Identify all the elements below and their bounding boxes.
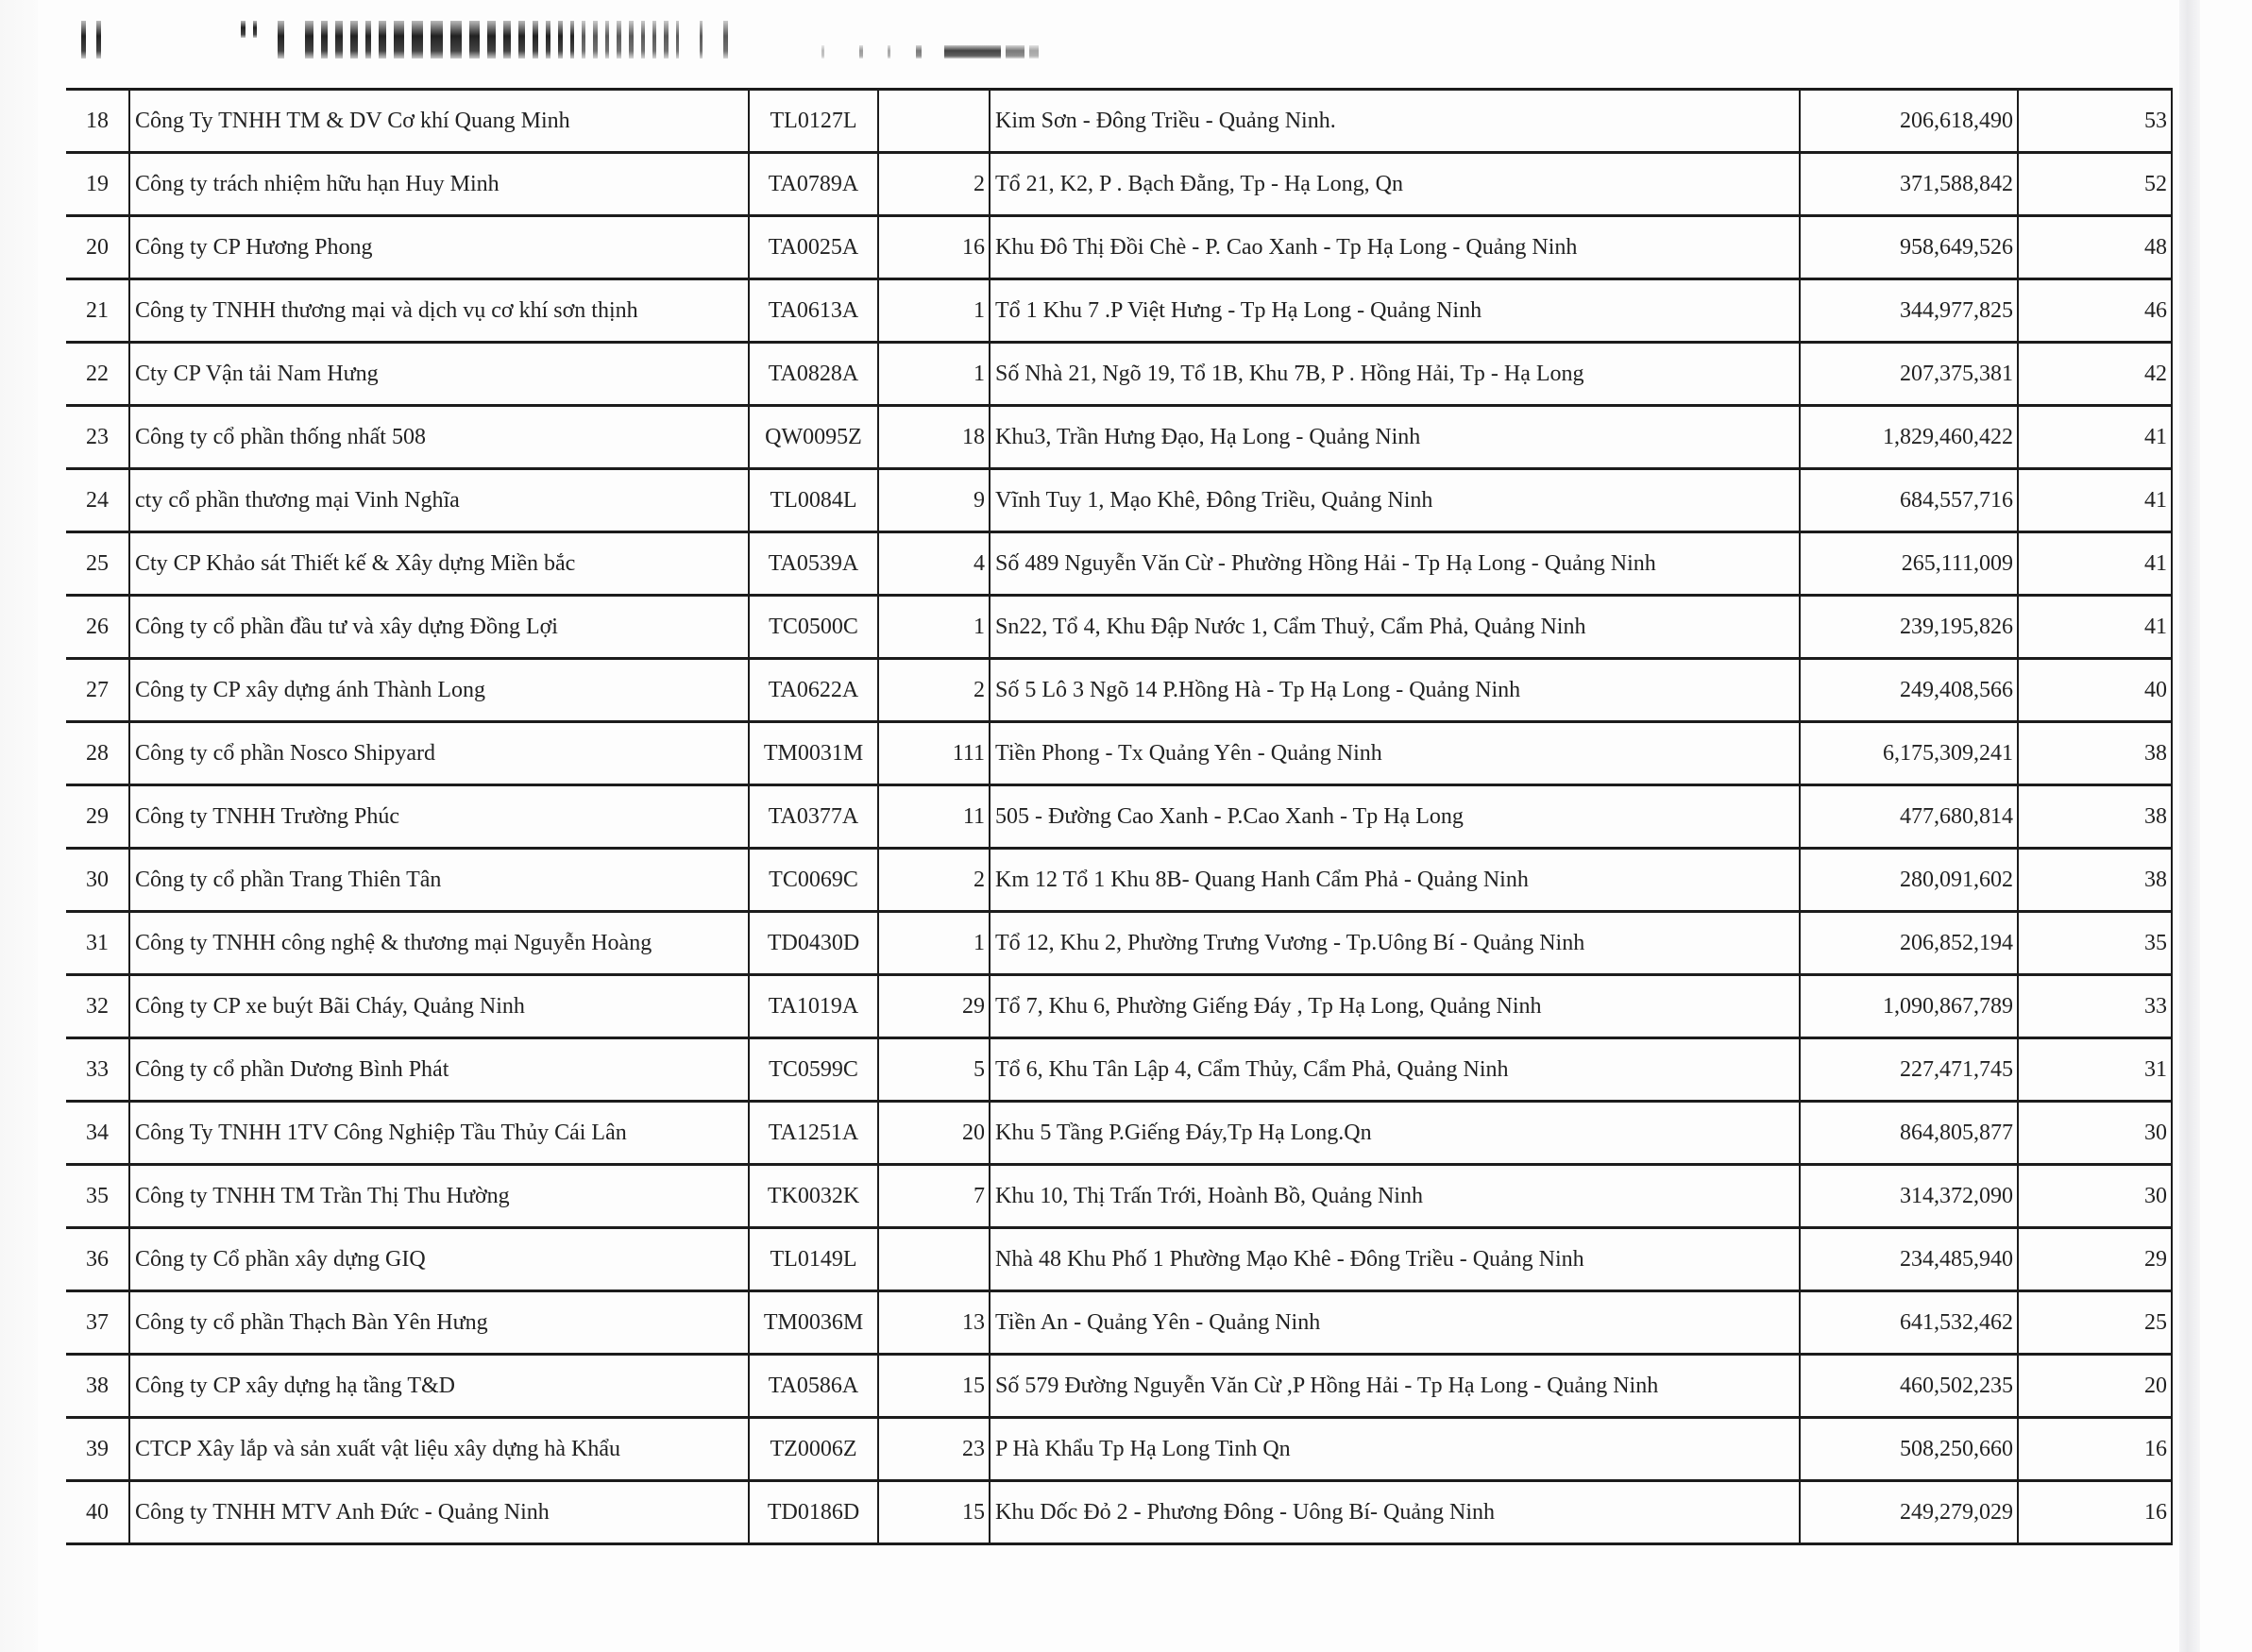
company-name: Cty CP Khảo sát Thiết kế & Xây dựng Miền bắc [129,532,749,596]
debt-amount: 249,279,029 [1800,1481,2018,1544]
company-name: Công ty CP Hương Phong [129,216,749,279]
table-row [66,343,2172,406]
row-number: 27 [66,659,129,722]
months-overdue: 29 [2018,1228,2172,1291]
company-address: Khu Dốc Đỏ 2 - Phương Đông - Uông Bí- Quảng Ninh [990,1481,1800,1544]
unit-code: TA0539A [749,532,878,596]
row-number: 34 [66,1102,129,1165]
table-row [66,1228,2172,1291]
row-number: 24 [66,469,129,532]
table-row [66,659,2172,722]
row-number: 39 [66,1418,129,1481]
table-row [66,1481,2172,1544]
months-overdue: 48 [2018,216,2172,279]
debt-amount: 371,588,842 [1800,153,2018,216]
company-address: Tổ 7, Khu 6, Phường Giếng Đáy , Tp Hạ Long, Quảng Ninh [990,975,1800,1038]
months-overdue: 40 [2018,659,2172,722]
scan-shadow-right [2179,0,2200,1652]
company-name: Công ty CP xe buýt Bãi Cháy, Quảng Ninh [129,975,749,1038]
table-row [66,532,2172,596]
unit-code: TA0377A [749,785,878,849]
months-overdue: 41 [2018,469,2172,532]
table-row [66,153,2172,216]
unit-code: TA0622A [749,659,878,722]
company-name: Công Ty TNHH 1TV Công Nghiệp Tầu Thủy Cái Lân [129,1102,749,1165]
months-overdue: 41 [2018,532,2172,596]
table-row [66,216,2172,279]
months-overdue: 33 [2018,975,2172,1038]
row-number: 26 [66,596,129,659]
table-row [66,912,2172,975]
table-row [66,406,2172,469]
row-number: 20 [66,216,129,279]
months-overdue: 41 [2018,596,2172,659]
employee-count: 20 [878,1102,990,1165]
unit-code: TD0430D [749,912,878,975]
months-overdue: 20 [2018,1355,2172,1418]
row-number: 31 [66,912,129,975]
company-name: cty cổ phần thương mại Vinh Nghĩa [129,469,749,532]
table-row [66,785,2172,849]
employee-count: 15 [878,1481,990,1544]
employee-count: 7 [878,1165,990,1228]
unit-code: TK0032K [749,1165,878,1228]
table-row [66,975,2172,1038]
debt-amount: 864,805,877 [1800,1102,2018,1165]
row-number: 36 [66,1228,129,1291]
table-row [66,596,2172,659]
unit-code: TA0613A [749,279,878,343]
unit-code: TC0599C [749,1038,878,1102]
debt-amount: 958,649,526 [1800,216,2018,279]
employee-count [878,90,990,153]
company-name: Công ty TNHH TM Trần Thị Thu Hường [129,1165,749,1228]
company-address: Số 5 Lô 3 Ngõ 14 P.Hồng Hà - Tp Hạ Long - Quảng Ninh [990,659,1800,722]
debt-amount: 508,250,660 [1800,1418,2018,1481]
table-body [66,90,2172,1544]
employee-count [878,1228,990,1291]
table-row [66,90,2172,153]
company-address: Số Nhà 21, Ngõ 19, Tổ 1B, Khu 7B, P . Hồng Hải, Tp - Hạ Long [990,343,1800,406]
unit-code: TL0084L [749,469,878,532]
company-address: Khu 10, Thị Trấn Trới, Hoành Bồ, Quảng Ninh [990,1165,1800,1228]
employee-count: 2 [878,659,990,722]
debt-amount: 314,372,090 [1800,1165,2018,1228]
months-overdue: 41 [2018,406,2172,469]
unit-code: TA0789A [749,153,878,216]
company-name: Công ty cổ phần thống nhất 508 [129,406,749,469]
months-overdue: 42 [2018,343,2172,406]
row-number: 32 [66,975,129,1038]
company-name: Công ty TNHH công nghệ & thương mại Nguyễn Hoàng [129,912,749,975]
unit-code: TC0069C [749,849,878,912]
employee-count: 18 [878,406,990,469]
company-address: Kim Sơn - Đông Triều - Quảng Ninh. [990,90,1800,153]
table-row [66,1355,2172,1418]
months-overdue: 35 [2018,912,2172,975]
unit-code: TL0149L [749,1228,878,1291]
company-name: Công ty cổ phần đầu tư và xây dựng Đồng Lợi [129,596,749,659]
table-row [66,469,2172,532]
unit-code: TM0031M [749,722,878,785]
company-address: Sn22, Tổ 4, Khu Đập Nước 1, Cẩm Thuỷ, Cẩm Phả, Quảng Ninh [990,596,1800,659]
table-row [66,1165,2172,1228]
unit-code: TL0127L [749,90,878,153]
row-number: 35 [66,1165,129,1228]
employee-count: 5 [878,1038,990,1102]
company-address: Tổ 21, K2, P . Bạch Đằng, Tp - Hạ Long, Qn [990,153,1800,216]
company-address: Tổ 6, Khu Tân Lập 4, Cẩm Thủy, Cẩm Phả, Quảng Ninh [990,1038,1800,1102]
company-address: Khu3, Trần Hưng Đạo, Hạ Long - Quảng Ninh [990,406,1800,469]
employee-count: 11 [878,785,990,849]
company-address: Số 489 Nguyễn Văn Cừ - Phường Hồng Hải - Tp Hạ Long - Quảng Ninh [990,532,1800,596]
employee-count: 15 [878,1355,990,1418]
employee-count: 4 [878,532,990,596]
employee-count: 2 [878,153,990,216]
debt-amount: 206,852,194 [1800,912,2018,975]
table-row [66,1102,2172,1165]
row-number: 37 [66,1291,129,1355]
debt-amount: 239,195,826 [1800,596,2018,659]
months-overdue: 38 [2018,722,2172,785]
row-number: 38 [66,1355,129,1418]
months-overdue: 46 [2018,279,2172,343]
months-overdue: 16 [2018,1418,2172,1481]
table-row [66,1291,2172,1355]
debt-amount: 1,090,867,789 [1800,975,2018,1038]
company-name: Công ty trách nhiệm hữu hạn Huy Minh [129,153,749,216]
debt-amount: 207,375,381 [1800,343,2018,406]
company-name: Công ty TNHH Trường Phúc [129,785,749,849]
scan-artifact-smear [241,21,685,59]
row-number: 40 [66,1481,129,1544]
table-row [66,1038,2172,1102]
company-address: Tiền An - Quảng Yên - Quảng Ninh [990,1291,1800,1355]
company-address: Khu Đô Thị Đồi Chè - P. Cao Xanh - Tp Hạ Long - Quảng Ninh [990,216,1800,279]
company-name: Công ty cổ phần Trang Thiên Tân [129,849,749,912]
months-overdue: 30 [2018,1165,2172,1228]
row-number: 33 [66,1038,129,1102]
months-overdue: 38 [2018,849,2172,912]
company-name: Công ty cổ phần Thạch Bàn Yên Hưng [129,1291,749,1355]
table-row [66,279,2172,343]
scan-artifact-smear [821,45,1062,59]
row-number: 19 [66,153,129,216]
unit-code: TA0828A [749,343,878,406]
debt-amount: 641,532,462 [1800,1291,2018,1355]
table-row [66,1418,2172,1481]
company-address: Vĩnh Tuy 1, Mạo Khê, Đông Triều, Quảng Ninh [990,469,1800,532]
company-name: Công ty TNHH MTV Anh Đức - Quảng Ninh [129,1481,749,1544]
debt-amount: 265,111,009 [1800,532,2018,596]
employee-count: 111 [878,722,990,785]
company-name: Công ty cổ phần Nosco Shipyard [129,722,749,785]
company-name: Công ty cổ phần Dương Bình Phát [129,1038,749,1102]
months-overdue: 38 [2018,785,2172,849]
employee-count: 16 [878,216,990,279]
row-number: 28 [66,722,129,785]
row-number: 21 [66,279,129,343]
employee-count: 1 [878,343,990,406]
employee-count: 1 [878,596,990,659]
company-name: Cty CP Vận tải Nam Hưng [129,343,749,406]
company-address: 505 - Đường Cao Xanh - P.Cao Xanh - Tp Hạ Long [990,785,1800,849]
debt-table [66,88,2173,1545]
unit-code: QW0095Z [749,406,878,469]
company-address: Km 12 Tổ 1 Khu 8B- Quang Hanh Cẩm Phả - Quảng Ninh [990,849,1800,912]
table-row [66,849,2172,912]
row-number: 30 [66,849,129,912]
debt-amount: 227,471,745 [1800,1038,2018,1102]
debt-amount: 477,680,814 [1800,785,2018,849]
months-overdue: 31 [2018,1038,2172,1102]
company-name: Công ty TNHH thương mại và dịch vụ cơ khí sơn thịnh [129,279,749,343]
scan-artifact-smear [79,21,117,59]
company-name: Công ty Cổ phần xây dựng GIQ [129,1228,749,1291]
months-overdue: 30 [2018,1102,2172,1165]
company-address: Khu 5 Tầng P.Giếng Đáy,Tp Hạ Long.Qn [990,1102,1800,1165]
company-address: Số 579 Đường Nguyễn Văn Cừ ,P Hồng Hải - Tp Hạ Long - Quảng Ninh [990,1355,1800,1418]
unit-code: TD0186D [749,1481,878,1544]
company-name: Công Ty TNHH TM & DV Cơ khí Quang Minh [129,90,749,153]
employee-count: 1 [878,279,990,343]
company-address: Tiền Phong - Tx Quảng Yên - Quảng Ninh [990,722,1800,785]
debt-amount: 344,977,825 [1800,279,2018,343]
employee-count: 23 [878,1418,990,1481]
unit-code: TA1251A [749,1102,878,1165]
row-number: 22 [66,343,129,406]
debt-amount: 460,502,235 [1800,1355,2018,1418]
unit-code: TC0500C [749,596,878,659]
scan-shadow-left [0,0,38,1652]
months-overdue: 16 [2018,1481,2172,1544]
company-address: P Hà Khẩu Tp Hạ Long Tinh Qn [990,1418,1800,1481]
debt-amount: 684,557,716 [1800,469,2018,532]
row-number: 18 [66,90,129,153]
debt-amount: 234,485,940 [1800,1228,2018,1291]
debt-amount: 1,829,460,422 [1800,406,2018,469]
row-number: 29 [66,785,129,849]
company-address: Nhà 48 Khu Phố 1 Phường Mạo Khê - Đông Triều - Quảng Ninh [990,1228,1800,1291]
debt-amount: 6,175,309,241 [1800,722,2018,785]
row-number: 25 [66,532,129,596]
table-row [66,722,2172,785]
debt-amount: 280,091,602 [1800,849,2018,912]
months-overdue: 53 [2018,90,2172,153]
company-name: Công ty CP xây dựng hạ tầng T&D [129,1355,749,1418]
company-address: Tổ 12, Khu 2, Phường Trưng Vương - Tp.Uông Bí - Quảng Ninh [990,912,1800,975]
employee-count: 1 [878,912,990,975]
unit-code: TA1019A [749,975,878,1038]
company-address: Tổ 1 Khu 7 .P Việt Hưng - Tp Hạ Long - Quảng Ninh [990,279,1800,343]
unit-code: TA0025A [749,216,878,279]
employee-count: 2 [878,849,990,912]
debt-amount: 249,408,566 [1800,659,2018,722]
months-overdue: 25 [2018,1291,2172,1355]
company-name: Công ty CP xây dựng ánh Thành Long [129,659,749,722]
row-number: 23 [66,406,129,469]
employee-count: 13 [878,1291,990,1355]
employee-count: 9 [878,469,990,532]
unit-code: TZ0006Z [749,1418,878,1481]
unit-code: TA0586A [749,1355,878,1418]
employee-count: 29 [878,975,990,1038]
debt-amount: 206,618,490 [1800,90,2018,153]
months-overdue: 52 [2018,153,2172,216]
unit-code: TM0036M [749,1291,878,1355]
company-name: CTCP Xây lắp và sản xuất vật liệu xây dựng hà Khẩu [129,1418,749,1481]
